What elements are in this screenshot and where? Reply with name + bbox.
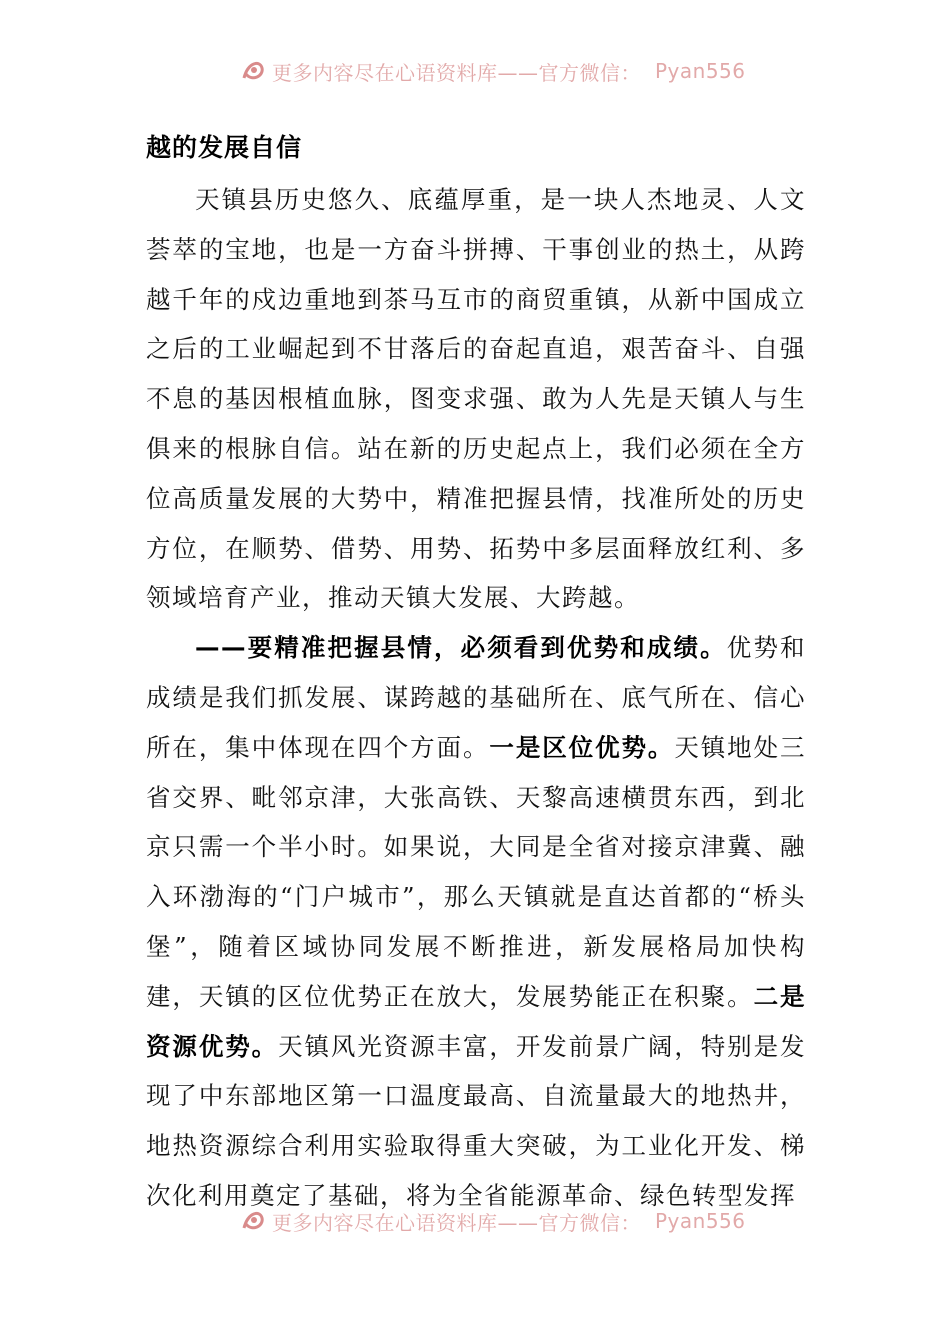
- paragraph-2-point-1-bold: 一是区位优势。: [489, 732, 675, 762]
- watermark-header: [240, 56, 746, 86]
- watermark-logo-icon: [240, 1208, 266, 1234]
- paragraph-1: [146, 175, 806, 623]
- watermark-logo-icon: [240, 58, 266, 84]
- paragraph-2-text-a: 优势和成绩是我们抓发展、谋跨越的基础所在、底气所在、信心所在，集中体现在四个方面。: [146, 633, 807, 762]
- document-body: [146, 175, 806, 1221]
- paragraph-2-point-2-bold: 二是资源优势。: [146, 981, 807, 1061]
- watermark-wechat-id: Pyan556: [655, 59, 746, 83]
- section-heading: 越的发展自信: [146, 133, 303, 162]
- watermark-footer: [240, 1206, 746, 1236]
- paragraph-1-text: 天镇县历史悠久、底蕴厚重，是一块人杰地灵、人文荟萃的宝地，也是一方奋斗拼搏、干事创业的热土，从跨越千年的戍边重地到茶马互市的商贸重镇，从新中国成立之后的工业崛起到不甘落后的奋起直追，艰苦奋斗、自强不息的基因根植血脉，图变求强、敢为人先是天镇人与生俱来的根脉自信。站在新的历史起点上，我们必须在全方位高质量发展的大势中，精准把握县情，找准所处的历史方位，在顺势、借势、用势、拓势中多层面释放红利、多领域培育产业，推动天镇大发展、大跨越。: [146, 185, 806, 613]
- paragraph-2-lead-bold: ——要精准把握县情，必须看到优势和成绩。: [195, 633, 727, 663]
- paragraph-2: [146, 623, 806, 1221]
- watermark-text: 更多内容尽在心语资料库——官方微信：: [272, 1210, 641, 1235]
- paragraph-2-text-c: 天镇风光资源丰富，开发前景广阔，特别是发现了中东部地区第一口温度最高、自流量最大的地热井，地热资源综合利用实验取得重大突破，为工业化开发、梯次化利用奠定了基础，将为全省能源革命、绿色转型发挥: [146, 1031, 807, 1210]
- watermark-wechat-id: Pyan556: [655, 1209, 746, 1233]
- paragraph-2-text-b: 天镇地处三省交界、毗邻京津，大张高铁、天黎高速横贯东西，到北京只需一个半小时。如果说，大同是全省对接京津冀、融入环渤海的“门户城市”，那么天镇就是直达首都的“桥头堡”，随着区域协同发展不断推进，新发展格局加快构建，天镇的区位优势正在放大，发展势能正在积聚。: [146, 732, 807, 1011]
- watermark-text: 更多内容尽在心语资料库——官方微信：: [272, 60, 641, 85]
